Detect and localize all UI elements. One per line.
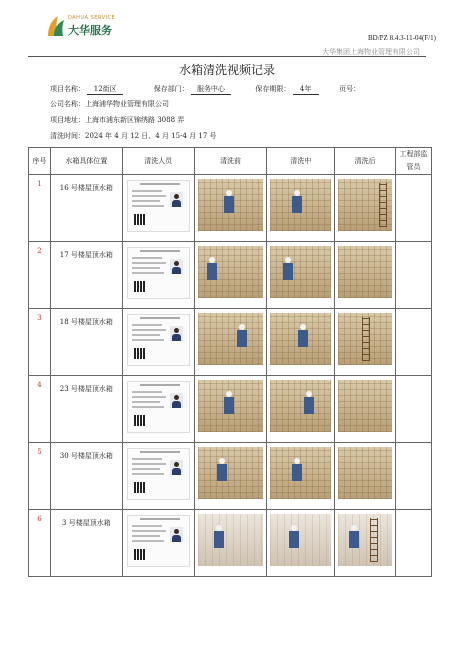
before-photo-cell [194, 443, 267, 510]
supervisor-cell [396, 510, 432, 577]
staff-certificate-cell [122, 175, 194, 242]
during-cleaning-photo [270, 380, 331, 432]
dept-value: 服务中心 [191, 84, 231, 95]
logo-chinese-text: 大华服务 [68, 24, 112, 37]
period-label: 保存期限： [255, 85, 291, 93]
staff-certificate-image [127, 314, 190, 366]
before-cleaning-photo [198, 313, 264, 365]
during-photo-cell [267, 443, 335, 510]
after-cleaning-photo [338, 246, 392, 298]
after-cleaning-photo [338, 447, 392, 499]
staff-certificate-image [127, 180, 190, 232]
before-cleaning-photo [198, 514, 264, 566]
tank-location: 17 号楼屋顶水箱 [50, 242, 122, 309]
col-header-before: 清洗前 [194, 148, 267, 175]
table-row [29, 309, 432, 376]
page-title: 水箱清洗视频记录 [178, 63, 275, 77]
before-photo-cell [194, 242, 267, 309]
col-header-during: 清洗中 [267, 148, 335, 175]
document-number: BD/PZ 8.4.3-11-04(F/1) [368, 34, 436, 42]
time-label: 清洗时间： [50, 132, 85, 140]
staff-certificate-image [127, 247, 190, 299]
before-cleaning-photo [198, 179, 264, 231]
during-photo-cell [267, 309, 335, 376]
qr-code-icon [134, 214, 145, 225]
staff-photo [170, 326, 183, 341]
address-value: 上海市浦东新区锦绣路 3088 弄 [85, 116, 185, 124]
supervisor-cell [396, 376, 432, 443]
tank-location: 23 号楼屋顶水箱 [50, 376, 122, 443]
project-value: 12街区 [87, 84, 123, 95]
row-number: 6 [29, 510, 51, 577]
time-value: 2024 年 4 月 12 日、4 月 15-4 月 17 号 [85, 132, 217, 140]
staff-certificate-image [127, 448, 190, 500]
during-cleaning-photo [270, 514, 331, 566]
supervisor-cell [396, 309, 432, 376]
before-photo-cell [194, 175, 267, 242]
after-photo-cell [335, 309, 396, 376]
period-value: 4年 [293, 84, 319, 95]
row-number: 5 [29, 443, 51, 510]
staff-photo [170, 460, 183, 475]
col-header-staff: 清洗人员 [122, 148, 194, 175]
project-label: 项目名称： [50, 85, 85, 93]
qr-code-icon [134, 482, 145, 493]
dahua-logo-icon [44, 14, 66, 38]
tank-location: 3 号楼屋顶水箱 [50, 510, 122, 577]
info-line-4 [50, 131, 217, 141]
qr-code-icon [134, 348, 145, 359]
staff-certificate-cell [122, 376, 194, 443]
during-cleaning-photo [270, 447, 331, 499]
qr-code-icon [134, 415, 145, 426]
staff-photo [170, 259, 183, 274]
table-row [29, 443, 432, 510]
table-row [29, 242, 432, 309]
col-header-after: 清洗后 [335, 148, 396, 175]
after-photo-cell [335, 175, 396, 242]
table-row [29, 175, 432, 242]
qr-code-icon [134, 549, 145, 560]
before-photo-cell [194, 309, 267, 376]
supervisor-cell [396, 443, 432, 510]
staff-photo [170, 192, 183, 207]
row-number: 1 [29, 175, 51, 242]
tank-location: 30 号楼屋顶水箱 [50, 443, 122, 510]
info-line-3 [50, 115, 184, 125]
company-logo [44, 12, 124, 40]
during-photo-cell [267, 242, 335, 309]
during-photo-cell [267, 175, 335, 242]
before-cleaning-photo [198, 246, 264, 298]
after-cleaning-photo [338, 313, 392, 365]
info-line-1 [50, 84, 360, 95]
before-photo-cell [194, 510, 267, 577]
staff-certificate-cell [122, 242, 194, 309]
company-label: 公司名称： [50, 100, 85, 108]
row-number: 2 [29, 242, 51, 309]
staff-photo [170, 527, 183, 542]
staff-certificate-image [127, 381, 190, 433]
supervisor-cell [396, 242, 432, 309]
address-label: 项目地址： [50, 116, 85, 124]
table-header-row [29, 148, 432, 175]
info-line-2 [50, 99, 169, 109]
staff-certificate-image [127, 515, 190, 567]
page-label: 页号： [339, 85, 361, 93]
staff-certificate-cell [122, 510, 194, 577]
header-divider [28, 56, 426, 57]
tank-location: 16 号楼屋顶水箱 [50, 175, 122, 242]
during-cleaning-photo [270, 246, 331, 298]
row-number: 3 [29, 309, 51, 376]
before-photo-cell [194, 376, 267, 443]
after-photo-cell [335, 443, 396, 510]
during-cleaning-photo [270, 179, 331, 231]
company-value: 上海浦华物业管理有限公司 [85, 100, 169, 108]
col-header-no: 序号 [29, 148, 51, 175]
after-photo-cell [335, 242, 396, 309]
after-cleaning-photo [338, 514, 392, 566]
during-cleaning-photo [270, 313, 331, 365]
staff-photo [170, 393, 183, 408]
logo-english-text: DAHUA SERVICE [68, 15, 116, 21]
row-number: 4 [29, 376, 51, 443]
after-cleaning-photo [338, 179, 392, 231]
supervisor-cell [396, 175, 432, 242]
staff-certificate-cell [122, 309, 194, 376]
dept-label: 保存部门： [153, 85, 189, 93]
table-row [29, 376, 432, 443]
col-header-location: 水箱具体位置 [50, 148, 122, 175]
after-cleaning-photo [338, 380, 392, 432]
header-company-name: 大华集团上海物业管理有限公司 [322, 48, 420, 56]
during-photo-cell [267, 510, 335, 577]
staff-certificate-cell [122, 443, 194, 510]
after-photo-cell [335, 510, 396, 577]
before-cleaning-photo [198, 447, 264, 499]
qr-code-icon [134, 281, 145, 292]
cleaning-record-table [28, 147, 432, 577]
during-photo-cell [267, 376, 335, 443]
after-photo-cell [335, 376, 396, 443]
tank-location: 18 号楼屋顶水箱 [50, 309, 122, 376]
table-row [29, 510, 432, 577]
col-header-supervisor: 工程部监管员 [396, 148, 432, 175]
before-cleaning-photo [198, 380, 264, 432]
